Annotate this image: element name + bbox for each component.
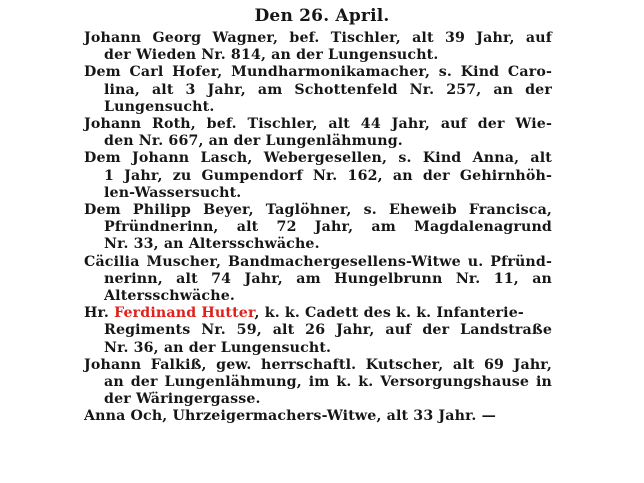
date-text: 26. April. (299, 6, 390, 26)
entry-line: Anna Och, Uhrzeigermachers-Witwe, alt 33 Jahr. — (84, 408, 496, 425)
entry-line: Dem Johann Lasch, Webergesellen, s. Kind Anna, alt (84, 150, 552, 167)
date-heading (0, 6, 644, 26)
entry-line: Johann Falkiß, gew. herrschaftl. Kutscher, alt 69 Jahr, (84, 356, 552, 373)
entry-line: nerinn, alt 74 Jahr, am Hungelbrunn Nr. 11, an (104, 270, 552, 287)
entry-line: Dem Carl Hofer, Mundharmonikamacher, s. Kind Caro- (84, 64, 552, 81)
entry-line: der Wäringergasse. (104, 391, 261, 408)
entry-line: Johann Georg Wagner, bef. Tischler, alt 39 Jahr, auf (84, 30, 552, 46)
entry-line: Regiments Nr. 59, alt 26 Jahr, auf der Landstraße (104, 322, 552, 339)
date-prefix: Den (254, 6, 294, 26)
entry-line (84, 305, 524, 322)
entry-line: Nr. 36, an der Lungensucht. (104, 339, 332, 356)
entry-line: an der Lungenlähmung, im k. k. Versorgungshause in (104, 374, 552, 390)
entry-line: Johann Roth, bef. Tischler, alt 44 Jahr, auf der Wie- (84, 116, 552, 132)
entry-line: lina, alt 3 Jahr, am Schottenfeld Nr. 257, an der (104, 81, 552, 98)
entry-line: Altersschwäche. (104, 288, 235, 304)
entry-line: den Nr. 667, an der Lungenlähmung. (104, 133, 403, 150)
title-prefix: Hr. (84, 305, 115, 322)
entry-line: Dem Philipp Beyer, Taglöhner, s. Eheweib Francisca, (84, 202, 552, 218)
entry-line: Cäcilia Muscher, Bandmachergesellens-Witwe u. Pfründ- (84, 253, 552, 270)
entry-line: len-Wassersucht. (104, 184, 242, 201)
entry-line-rest: , k. k. Cadett des k. k. Infanterie- (254, 305, 524, 322)
entry-line: der Wieden Nr. 814, an der Lungensucht. (104, 47, 439, 64)
entry-line: Nr. 33, an Altersschwäche. (104, 236, 320, 253)
entry-line: Lungensucht. (104, 98, 215, 115)
entry-line: 1 Jahr, zu Gumpendorf Nr. 162, an der Gehirnhöh- (104, 167, 552, 184)
entry-line: Pfründnerinn, alt 72 Jahr, am Magdalenagrund (104, 219, 552, 236)
highlighted-name: Ferdinand Hutter (114, 305, 255, 322)
